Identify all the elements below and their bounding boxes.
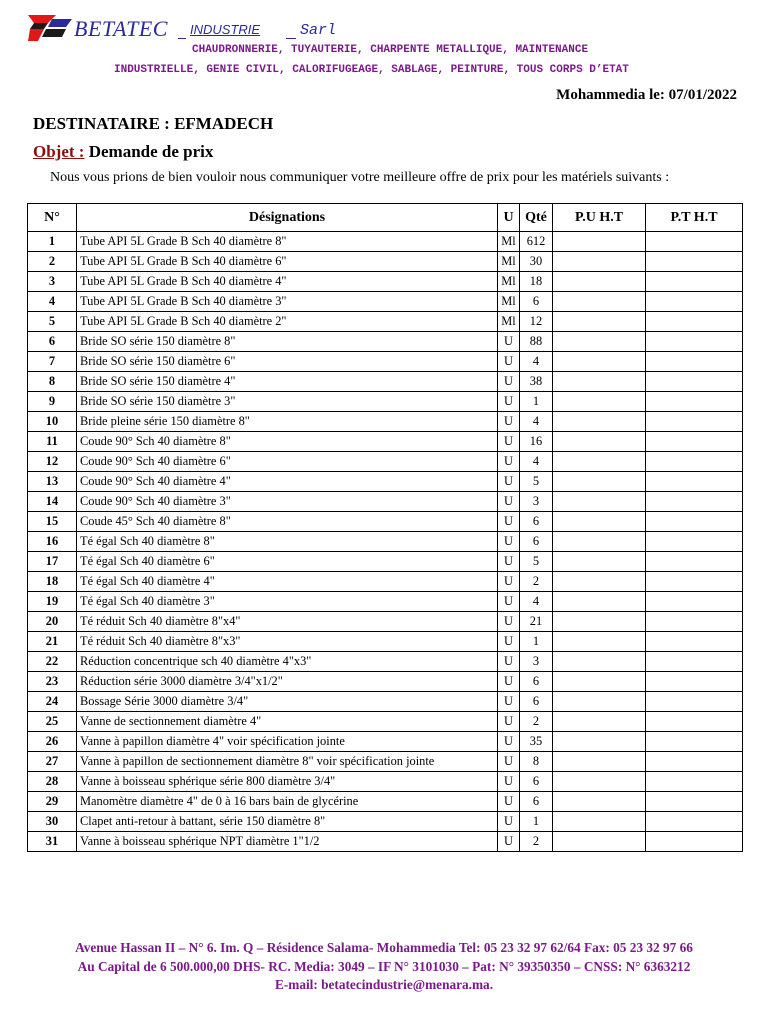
table-row	[28, 692, 743, 712]
row-designation: Coude 90° Sch 40 diamètre 6"	[77, 452, 498, 472]
row-quantity: 38	[520, 372, 553, 392]
row-unit-price	[553, 732, 646, 752]
row-unit: U	[498, 632, 520, 652]
row-total-price	[646, 712, 743, 732]
letterhead	[0, 0, 768, 90]
row-unit: U	[498, 372, 520, 392]
row-number: 9	[28, 392, 77, 412]
brand-sarl: Sarl	[300, 22, 337, 39]
row-designation: Vanne de sectionnement diamètre 4"	[77, 712, 498, 732]
row-unit: U	[498, 752, 520, 772]
row-total-price	[646, 832, 743, 852]
row-unit: U	[498, 772, 520, 792]
row-quantity: 8	[520, 752, 553, 772]
row-total-price	[646, 332, 743, 352]
row-unit: U	[498, 612, 520, 632]
row-unit: Ml	[498, 292, 520, 312]
table-row	[28, 432, 743, 452]
row-designation: Vanne à papillon diamètre 4" voir spécification jointe	[77, 732, 498, 752]
row-number: 24	[28, 692, 77, 712]
table-row	[28, 732, 743, 752]
table-row	[28, 352, 743, 372]
row-quantity: 6	[520, 772, 553, 792]
row-total-price	[646, 252, 743, 272]
row-unit: U	[498, 812, 520, 832]
table-row	[28, 292, 743, 312]
row-unit: U	[498, 392, 520, 412]
row-number: 28	[28, 772, 77, 792]
row-total-price	[646, 292, 743, 312]
row-number: 31	[28, 832, 77, 852]
table-row	[28, 312, 743, 332]
row-unit: Ml	[498, 272, 520, 292]
row-unit-price	[553, 452, 646, 472]
row-quantity: 12	[520, 312, 553, 332]
row-unit-price	[553, 572, 646, 592]
row-quantity: 2	[520, 572, 553, 592]
row-quantity: 2	[520, 832, 553, 852]
row-unit: U	[498, 792, 520, 812]
row-unit: U	[498, 492, 520, 512]
brand-underline	[178, 38, 186, 39]
row-unit-price	[553, 512, 646, 532]
row-number: 15	[28, 512, 77, 532]
row-total-price	[646, 432, 743, 452]
row-designation: Manomètre diamètre 4" de 0 à 16 bars bain de glycérine	[77, 792, 498, 812]
row-quantity: 3	[520, 492, 553, 512]
row-quantity: 6	[520, 532, 553, 552]
table-row	[28, 652, 743, 672]
recipient-line: DESTINATAIRE : EFMADECH	[33, 114, 274, 133]
row-quantity: 21	[520, 612, 553, 632]
row-unit-price	[553, 412, 646, 432]
row-designation: Tube API 5L Grade B Sch 40 diamètre 3"	[77, 292, 498, 312]
row-unit: U	[498, 652, 520, 672]
row-unit-price	[553, 752, 646, 772]
row-number: 26	[28, 732, 77, 752]
table-header-row	[28, 204, 743, 232]
row-unit-price	[553, 552, 646, 572]
table-row	[28, 252, 743, 272]
row-total-price	[646, 532, 743, 552]
row-unit: U	[498, 832, 520, 852]
row-quantity: 35	[520, 732, 553, 752]
row-number: 22	[28, 652, 77, 672]
row-designation: Bride SO série 150 diamètre 8"	[77, 332, 498, 352]
row-unit: U	[498, 412, 520, 432]
col-header-qty: Qté	[520, 204, 553, 232]
row-unit: Ml	[498, 252, 520, 272]
table-row	[28, 612, 743, 632]
row-total-price	[646, 492, 743, 512]
col-header-unit: U	[498, 204, 520, 232]
row-number: 13	[28, 472, 77, 492]
row-total-price	[646, 412, 743, 432]
row-number: 5	[28, 312, 77, 332]
row-unit: U	[498, 432, 520, 452]
row-designation: Bride SO série 150 diamètre 6"	[77, 352, 498, 372]
row-unit-price	[553, 652, 646, 672]
row-quantity: 88	[520, 332, 553, 352]
row-unit: U	[498, 472, 520, 492]
row-designation: Bossage Série 3000 diamètre 3/4"	[77, 692, 498, 712]
row-quantity: 2	[520, 712, 553, 732]
table-row	[28, 412, 743, 432]
row-number: 10	[28, 412, 77, 432]
row-designation: Vanne à papillon de sectionnement diamètre 8" voir spécification jointe	[77, 752, 498, 772]
table-row	[28, 472, 743, 492]
col-header-designation: Désignations	[77, 204, 498, 232]
table-row	[28, 332, 743, 352]
brand-underline-2	[286, 38, 296, 39]
row-unit-price	[553, 692, 646, 712]
row-unit-price	[553, 352, 646, 372]
row-unit-price	[553, 492, 646, 512]
row-total-price	[646, 732, 743, 752]
row-number: 23	[28, 672, 77, 692]
row-total-price	[646, 632, 743, 652]
row-number: 21	[28, 632, 77, 652]
row-unit-price	[553, 712, 646, 732]
row-quantity: 4	[520, 352, 553, 372]
row-designation: Coude 90° Sch 40 diamètre 8"	[77, 432, 498, 452]
row-total-price	[646, 592, 743, 612]
brand-name: BETATEC	[74, 16, 168, 41]
table-row	[28, 812, 743, 832]
table-row	[28, 772, 743, 792]
table-row	[28, 672, 743, 692]
row-total-price	[646, 512, 743, 532]
row-total-price	[646, 372, 743, 392]
row-unit-price	[553, 372, 646, 392]
row-number: 25	[28, 712, 77, 732]
table-row	[28, 572, 743, 592]
row-number: 2	[28, 252, 77, 272]
row-quantity: 3	[520, 652, 553, 672]
row-total-price	[646, 352, 743, 372]
row-quantity: 6	[520, 672, 553, 692]
row-total-price	[646, 552, 743, 572]
row-quantity: 5	[520, 472, 553, 492]
row-designation: Té égal Sch 40 diamètre 3"	[77, 592, 498, 612]
row-unit-price	[553, 532, 646, 552]
row-designation: Té égal Sch 40 diamètre 4"	[77, 572, 498, 592]
row-unit: U	[498, 692, 520, 712]
table-row	[28, 512, 743, 532]
row-quantity: 1	[520, 812, 553, 832]
row-number: 12	[28, 452, 77, 472]
row-quantity: 612	[520, 232, 553, 252]
row-designation: Coude 90° Sch 40 diamètre 3"	[77, 492, 498, 512]
row-designation: Coude 90° Sch 40 diamètre 4"	[77, 472, 498, 492]
row-total-price	[646, 772, 743, 792]
row-number: 1	[28, 232, 77, 252]
row-total-price	[646, 692, 743, 712]
row-quantity: 4	[520, 412, 553, 432]
row-quantity: 16	[520, 432, 553, 452]
row-unit-price	[553, 772, 646, 792]
table-row	[28, 832, 743, 852]
row-total-price	[646, 652, 743, 672]
table-row	[28, 552, 743, 572]
row-number: 16	[28, 532, 77, 552]
table-row	[28, 272, 743, 292]
col-header-total-price: P.T H.T	[646, 204, 743, 232]
row-unit: U	[498, 352, 520, 372]
row-unit-price	[553, 332, 646, 352]
row-designation: Té égal Sch 40 diamètre 8"	[77, 532, 498, 552]
row-number: 3	[28, 272, 77, 292]
row-unit: Ml	[498, 312, 520, 332]
row-total-price	[646, 472, 743, 492]
row-total-price	[646, 612, 743, 632]
row-quantity: 4	[520, 452, 553, 472]
row-number: 18	[28, 572, 77, 592]
subject-label: Objet :	[33, 142, 85, 161]
row-unit-price	[553, 632, 646, 652]
tagline-line-1: CHAUDRONNERIE, TUYAUTERIE, CHARPENTE METALLIQUE, MAINTENANCE	[192, 44, 589, 56]
row-designation: Clapet anti-retour à battant, série 150 diamètre 8"	[77, 812, 498, 832]
table-row	[28, 712, 743, 732]
footer-legal: Au Capital de 6 500.000,00 DHS- RC. Media: 3049 – IF N° 3101030 – Pat: N° 39350350 – CNSS: N° 6363212	[77, 959, 691, 974]
row-quantity: 1	[520, 392, 553, 412]
table-row	[28, 452, 743, 472]
row-unit-price	[553, 392, 646, 412]
row-quantity: 5	[520, 552, 553, 572]
subject-line	[33, 142, 213, 162]
row-number: 19	[28, 592, 77, 612]
subject-text: Demande de prix	[88, 142, 214, 161]
row-number: 14	[28, 492, 77, 512]
row-designation: Bride SO série 150 diamètre 3"	[77, 392, 498, 412]
row-total-price	[646, 812, 743, 832]
row-unit-price	[553, 472, 646, 492]
row-unit: U	[498, 672, 520, 692]
table-row	[28, 632, 743, 652]
row-unit-price	[553, 432, 646, 452]
row-designation: Vanne à boisseau sphérique série 800 diamètre 3/4"	[77, 772, 498, 792]
row-designation: Tube API 5L Grade B Sch 40 diamètre 4"	[77, 272, 498, 292]
row-unit: U	[498, 332, 520, 352]
row-unit-price	[553, 272, 646, 292]
col-header-num: N°	[28, 204, 77, 232]
row-total-price	[646, 232, 743, 252]
table-row	[28, 392, 743, 412]
items-table	[27, 203, 743, 852]
row-quantity: 6	[520, 512, 553, 532]
row-number: 20	[28, 612, 77, 632]
row-quantity: 1	[520, 632, 553, 652]
row-number: 27	[28, 752, 77, 772]
row-number: 29	[28, 792, 77, 812]
date-line: Mohammedia le: 07/01/2022	[556, 87, 737, 103]
row-designation: Coude 45° Sch 40 diamètre 8"	[77, 512, 498, 532]
row-unit: Ml	[498, 232, 520, 252]
tagline-line-2: INDUSTRIELLE, GENIE CIVIL, CALORIFUGEAGE, SABLAGE, PEINTURE, TOUS CORPS D’ETAT	[114, 64, 629, 76]
row-number: 11	[28, 432, 77, 452]
row-unit: U	[498, 452, 520, 472]
intro-paragraph: Nous vous prions de bien vouloir nous communiquer votre meilleure offre de prix pour les matériels suivants :	[50, 170, 670, 185]
row-total-price	[646, 572, 743, 592]
row-unit: U	[498, 712, 520, 732]
row-total-price	[646, 672, 743, 692]
row-total-price	[646, 752, 743, 772]
row-unit-price	[553, 612, 646, 632]
row-designation: Té réduit Sch 40 diamètre 8"x3"	[77, 632, 498, 652]
table-row	[28, 752, 743, 772]
company-logo-icon	[26, 13, 74, 43]
row-designation: Tube API 5L Grade B Sch 40 diamètre 2"	[77, 312, 498, 332]
row-number: 17	[28, 552, 77, 572]
row-unit-price	[553, 292, 646, 312]
row-number: 8	[28, 372, 77, 392]
row-designation: Té réduit Sch 40 diamètre 8"x4"	[77, 612, 498, 632]
table-row	[28, 792, 743, 812]
row-quantity: 4	[520, 592, 553, 612]
row-unit: U	[498, 732, 520, 752]
row-quantity: 18	[520, 272, 553, 292]
row-designation: Réduction série 3000 diamètre 3/4"x1/2"	[77, 672, 498, 692]
row-designation: Tube API 5L Grade B Sch 40 diamètre 8"	[77, 232, 498, 252]
row-unit-price	[553, 672, 646, 692]
row-quantity: 6	[520, 792, 553, 812]
brand-industrie: INDUSTRIE	[190, 22, 261, 37]
row-unit: U	[498, 572, 520, 592]
table-row	[28, 532, 743, 552]
row-number: 4	[28, 292, 77, 312]
row-unit-price	[553, 812, 646, 832]
row-quantity: 6	[520, 292, 553, 312]
row-unit: U	[498, 512, 520, 532]
row-unit-price	[553, 832, 646, 852]
row-unit-price	[553, 312, 646, 332]
footer-email: E-mail: betatecindustrie@menara.ma.	[274, 977, 494, 992]
row-unit-price	[553, 252, 646, 272]
table-row	[28, 492, 743, 512]
table-row	[28, 372, 743, 392]
row-number: 30	[28, 812, 77, 832]
row-unit-price	[553, 792, 646, 812]
row-number: 6	[28, 332, 77, 352]
row-designation: Tube API 5L Grade B Sch 40 diamètre 6"	[77, 252, 498, 272]
table-row	[28, 592, 743, 612]
row-designation: Bride SO série 150 diamètre 4"	[77, 372, 498, 392]
row-designation: Té égal Sch 40 diamètre 6"	[77, 552, 498, 572]
row-unit: U	[498, 552, 520, 572]
row-unit-price	[553, 592, 646, 612]
row-designation: Bride pleine série 150 diamètre 8"	[77, 412, 498, 432]
row-total-price	[646, 792, 743, 812]
row-total-price	[646, 272, 743, 292]
row-total-price	[646, 312, 743, 332]
col-header-unit-price: P.U H.T	[553, 204, 646, 232]
row-quantity: 30	[520, 252, 553, 272]
row-unit: U	[498, 532, 520, 552]
row-quantity: 6	[520, 692, 553, 712]
row-total-price	[646, 452, 743, 472]
row-unit: U	[498, 592, 520, 612]
footer-address: Avenue Hassan II – N° 6. Im. Q – Résidence Salama- Mohammedia Tel: 05 23 32 97 62/64 Fax: 05 23 32 97 66	[75, 940, 693, 955]
row-designation: Vanne à boisseau sphérique NPT diamètre 1"1/2	[77, 832, 498, 852]
row-unit-price	[553, 232, 646, 252]
row-designation: Réduction concentrique sch 40 diamètre 4"x3"	[77, 652, 498, 672]
row-total-price	[646, 392, 743, 412]
row-number: 7	[28, 352, 77, 372]
table-row	[28, 232, 743, 252]
